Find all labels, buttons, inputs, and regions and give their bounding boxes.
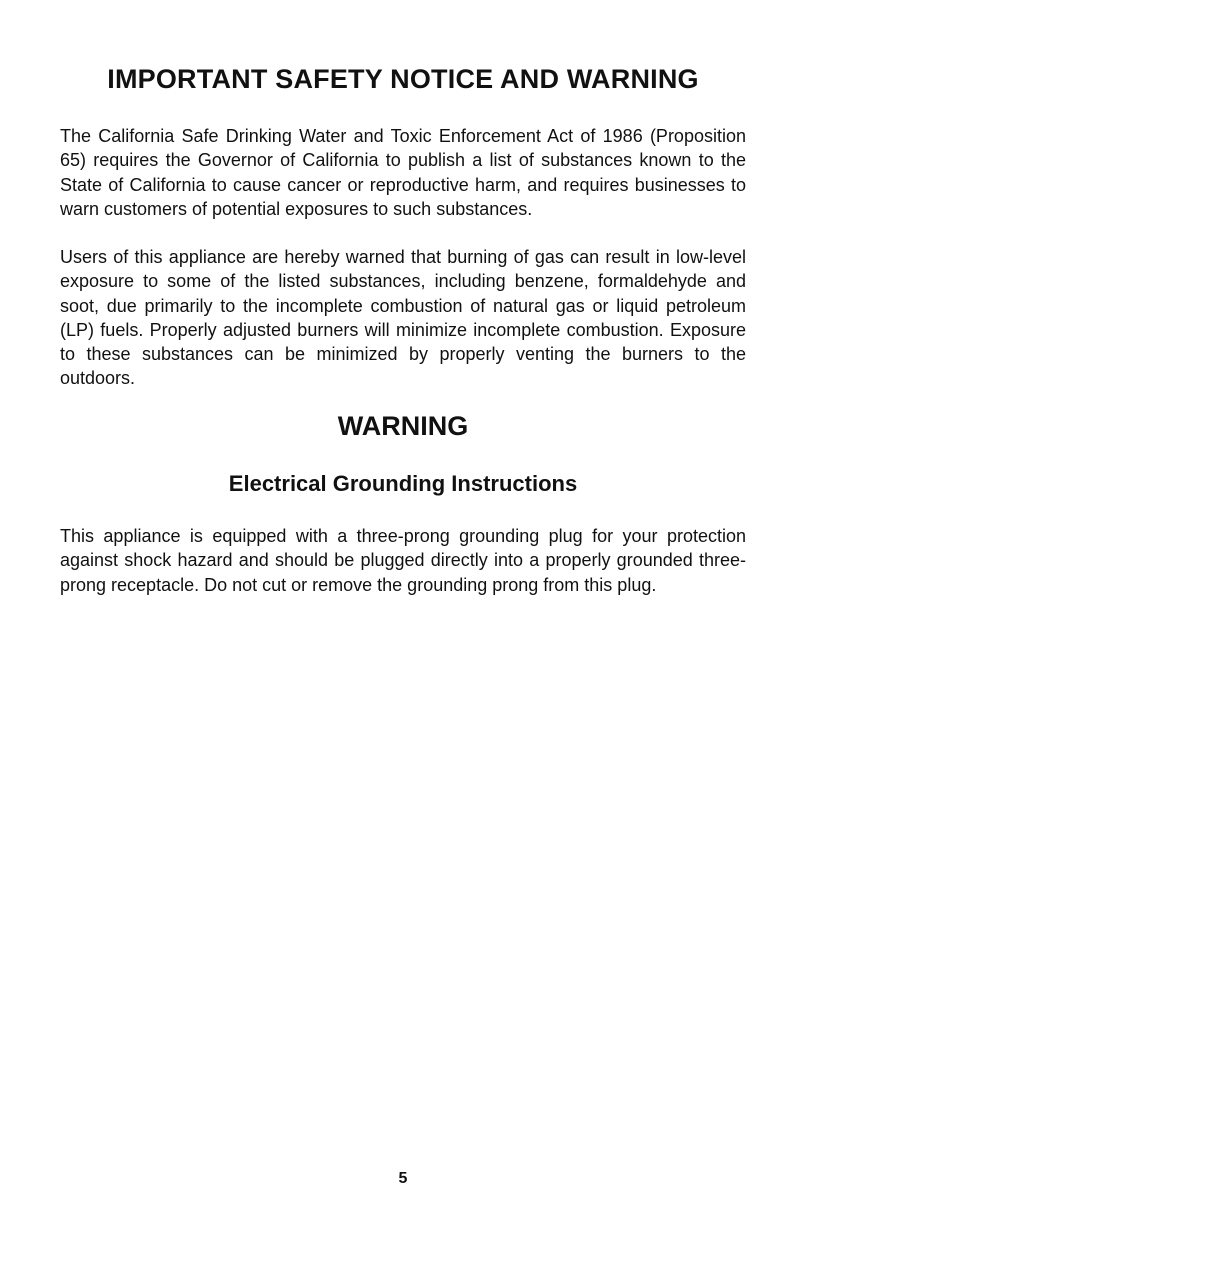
document-page [60, 0, 746, 1286]
proposition-65-paragraph: The California Safe Drinking Water and Toxic Enforcement Act of 1986 (Proposition 65) requires the Governor of California to publish a list of substances known to the State of California to cause cancer or reproductive harm, and requires businesses to warn customers of potential exposures to such substances. [60, 126, 746, 219]
gas-exposure-warning-paragraph: Users of this appliance are hereby warned that burning of gas can result in low-level exposure to some of the listed substances, including benzene, formaldehyde and soot, due primarily to the incomplete combustion of natural gas or liquid petroleum (LP) fuels. Properly adjusted burners will minimize incomplete combustion. Exposure to these substances can be minimized by properly venting the burners to the outdoors. [60, 247, 746, 389]
safety-notice-heading: IMPORTANT SAFETY NOTICE AND WARNING [107, 64, 699, 94]
page-number: 5 [398, 1170, 408, 1187]
grounding-instructions-heading: Electrical Grounding Instructions [228, 471, 578, 496]
grounding-instructions-paragraph: This appliance is equipped with a three-prong grounding plug for your protection against shock hazard and should be plugged directly into a properly grounded three-prong receptacle. Do not cut or remove the grounding prong from this plug. [60, 526, 746, 595]
warning-heading: WARNING [337, 411, 469, 441]
